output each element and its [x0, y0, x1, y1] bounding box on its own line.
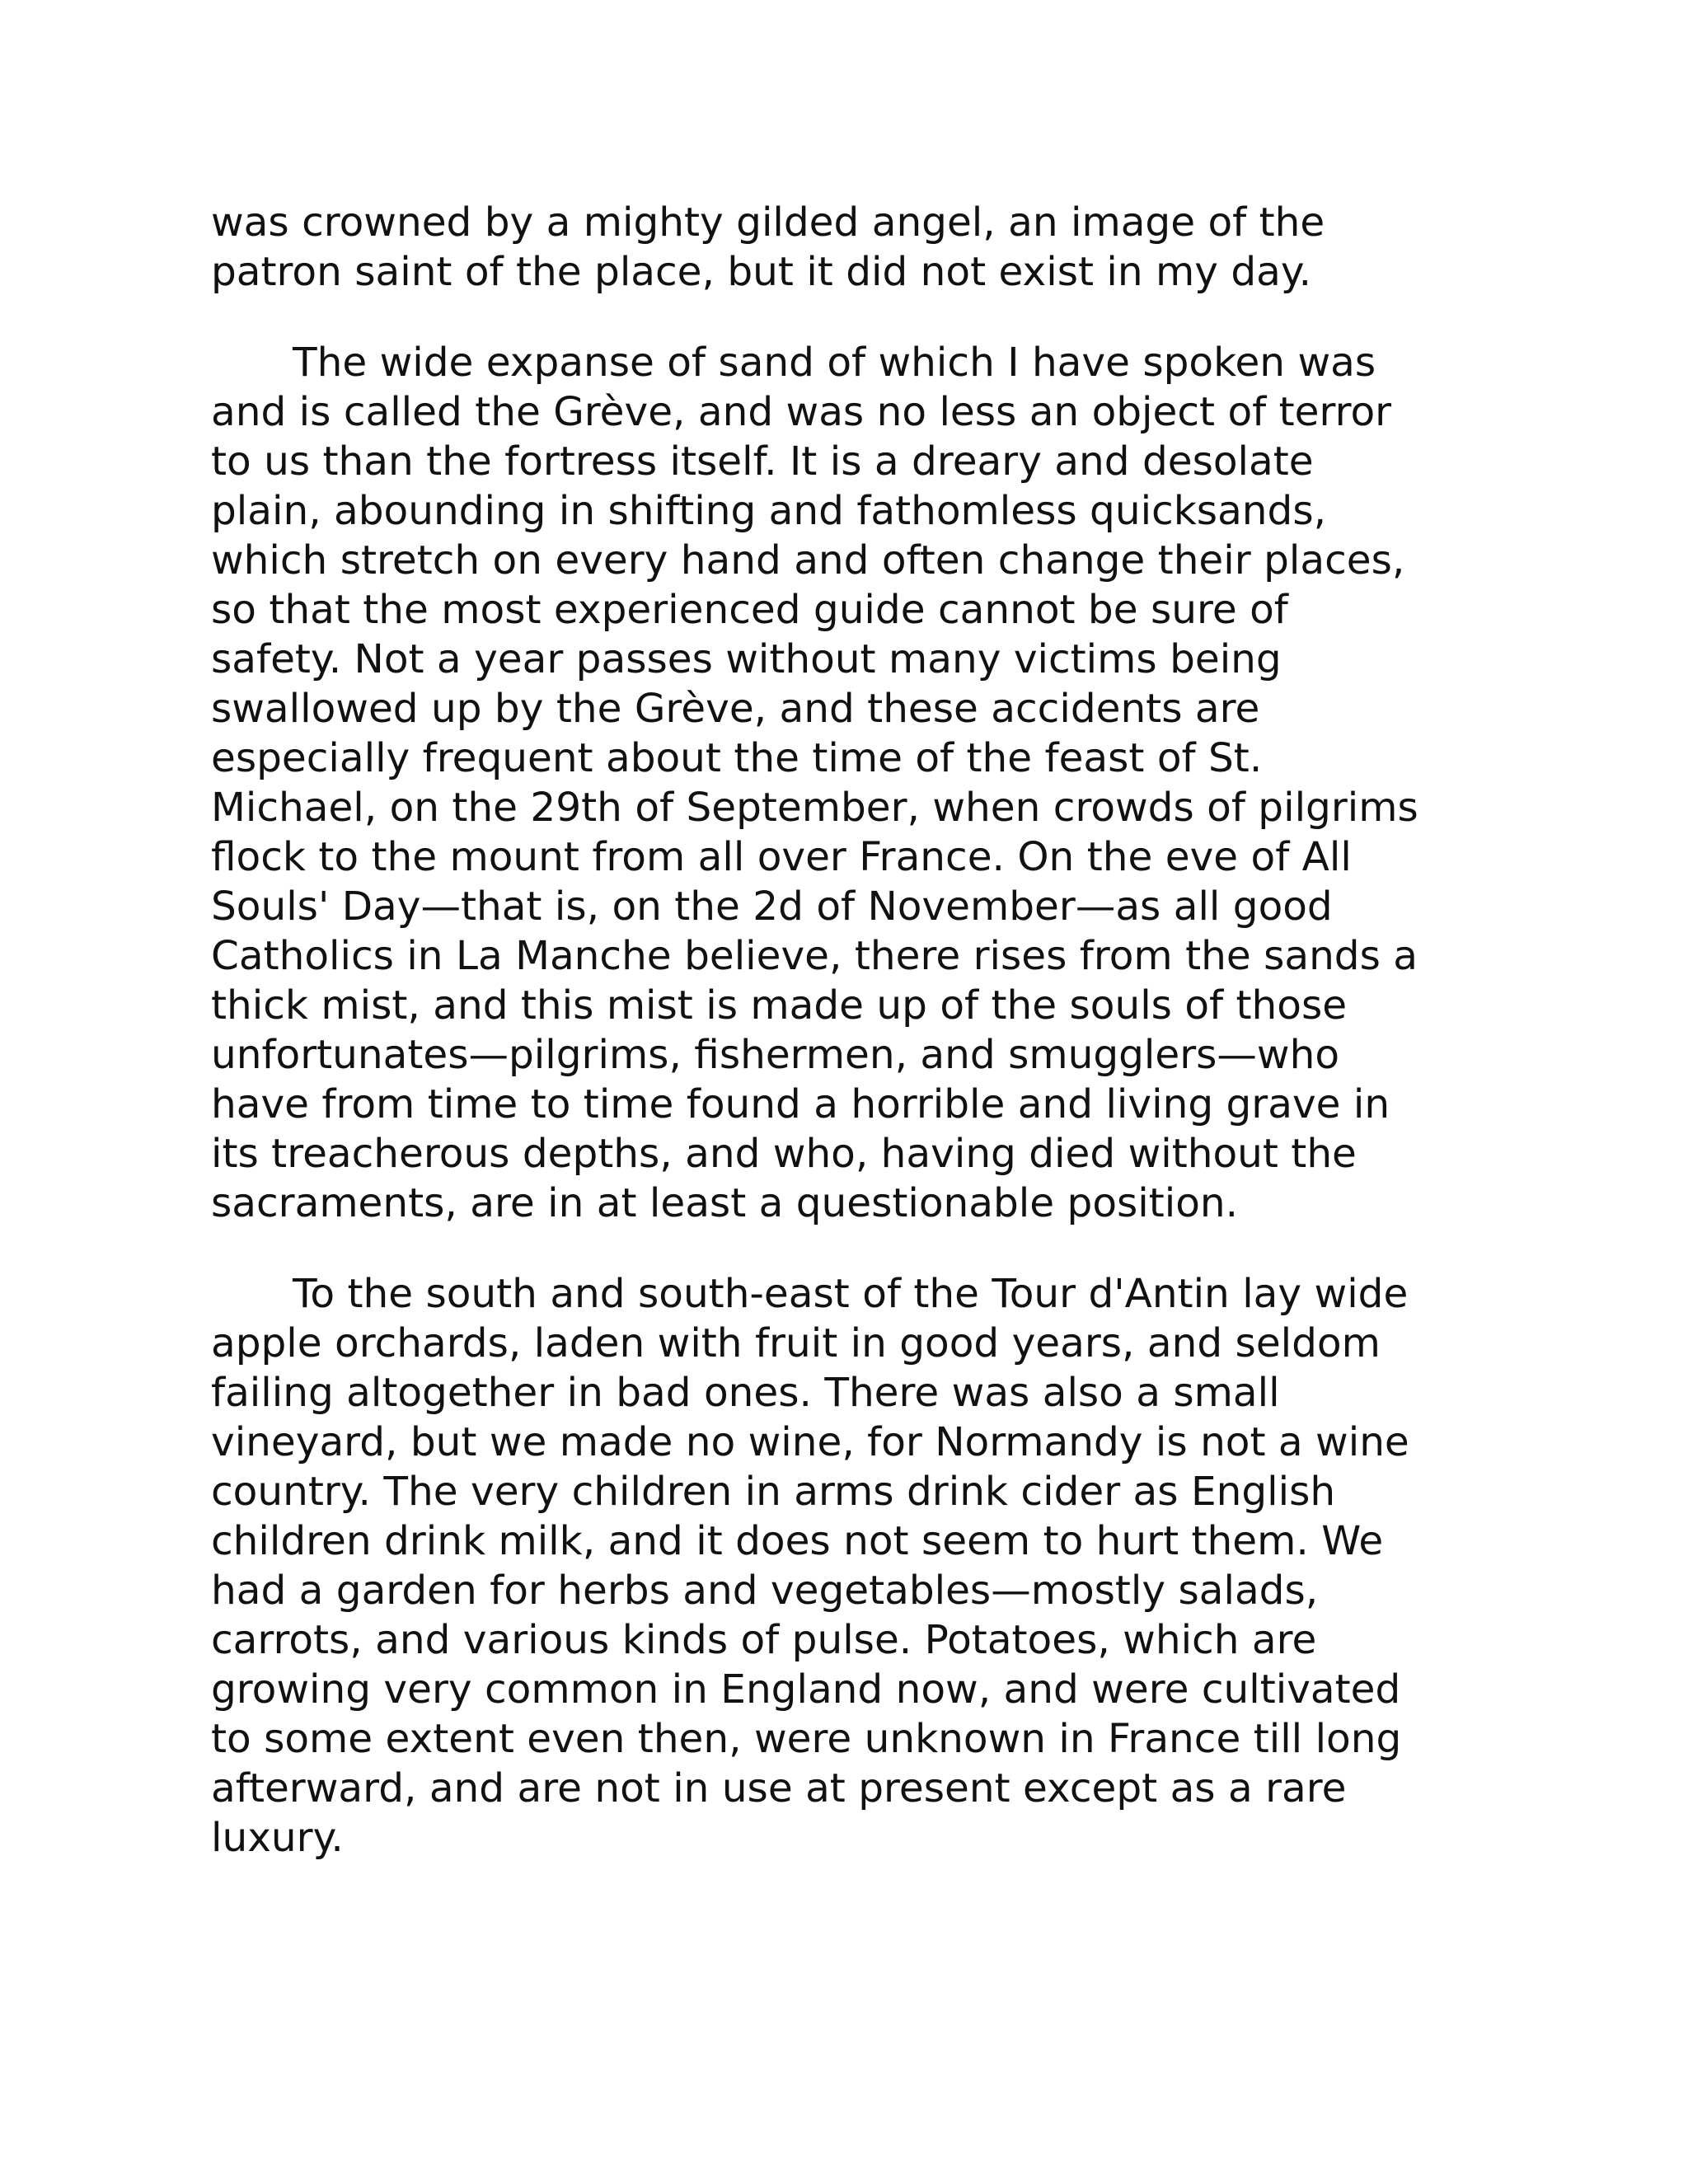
- text-line: Souls' Day—that is, on the 2d of November—as all good: [211, 883, 1333, 930]
- text-line: country. The very children in arms drink cider as English: [211, 1469, 1336, 1515]
- text-line: and is called the Grève, and was no less an object of terror: [211, 389, 1392, 435]
- text-line: Catholics in La Manche believe, there rises from the sands a: [211, 933, 1418, 979]
- text-line: plain, abounding in shifting and fathomless quicksands,: [211, 488, 1327, 534]
- text-line: patron saint of the place, but it did not exist in my day.: [211, 249, 1312, 295]
- text-line: unfortunates—pilgrims, fishermen, and smugglers—who: [211, 1032, 1340, 1078]
- text-line: its treacherous depths, and who, having died without the: [211, 1131, 1357, 1177]
- text-line: especially frequent about the time of the feast of St.: [211, 735, 1263, 781]
- text-line: Michael, on the 29th of September, when crowds of pilgrims: [211, 785, 1418, 831]
- text-line: luxury.: [211, 1815, 344, 1861]
- paragraph-1: [211, 198, 1480, 297]
- paragraph-3: [211, 1269, 1480, 1863]
- text-line: flock to the mount from all over France. On the eve of All: [211, 834, 1352, 880]
- text-line: to some extent even then, were unknown in France till long: [211, 1716, 1402, 1762]
- text-line: apple orchards, laden with fruit in good years, and seldom: [211, 1320, 1381, 1366]
- text-line: sacraments, are in at least a questionable position.: [211, 1180, 1239, 1226]
- text-line: children drink milk, and it does not seem to hurt them. We: [211, 1518, 1384, 1564]
- text-line: growing very common in England now, and were cultivated: [211, 1666, 1401, 1713]
- body-text: [211, 198, 1480, 1904]
- text-line: To the south and south-east of the Tour d'Antin lay wide: [293, 1271, 1409, 1317]
- text-line: was crowned by a mighty gilded angel, an image of the: [211, 199, 1325, 246]
- text-line: afterward, and are not in use at present except as a rare: [211, 1765, 1347, 1811]
- text-line: have from time to time found a horrible and living grave in: [211, 1081, 1390, 1127]
- text-line: failing altogether in bad ones. There was also a small: [211, 1370, 1280, 1416]
- text-line: carrots, and various kinds of pulse. Potatoes, which are: [211, 1617, 1317, 1663]
- text-line: which stretch on every hand and often change their places,: [211, 537, 1405, 583]
- text-line: safety. Not a year passes without many victims being: [211, 636, 1282, 682]
- text-line: vineyard, but we made no wine, for Normandy is not a wine: [211, 1419, 1409, 1465]
- text-line: thick mist, and this mist is made up of the souls of those: [211, 982, 1348, 1029]
- text-line: The wide expanse of sand of which I have spoken was: [293, 340, 1376, 386]
- text-line: swallowed up by the Grève, and these accidents are: [211, 686, 1260, 732]
- text-line: had a garden for herbs and vegetables—mostly salads,: [211, 1568, 1319, 1614]
- text-line: so that the most experienced guide cannot be sure of: [211, 587, 1288, 633]
- paragraph-2: [211, 338, 1480, 1228]
- text-line: to us than the fortress itself. It is a dreary and desolate: [211, 438, 1314, 485]
